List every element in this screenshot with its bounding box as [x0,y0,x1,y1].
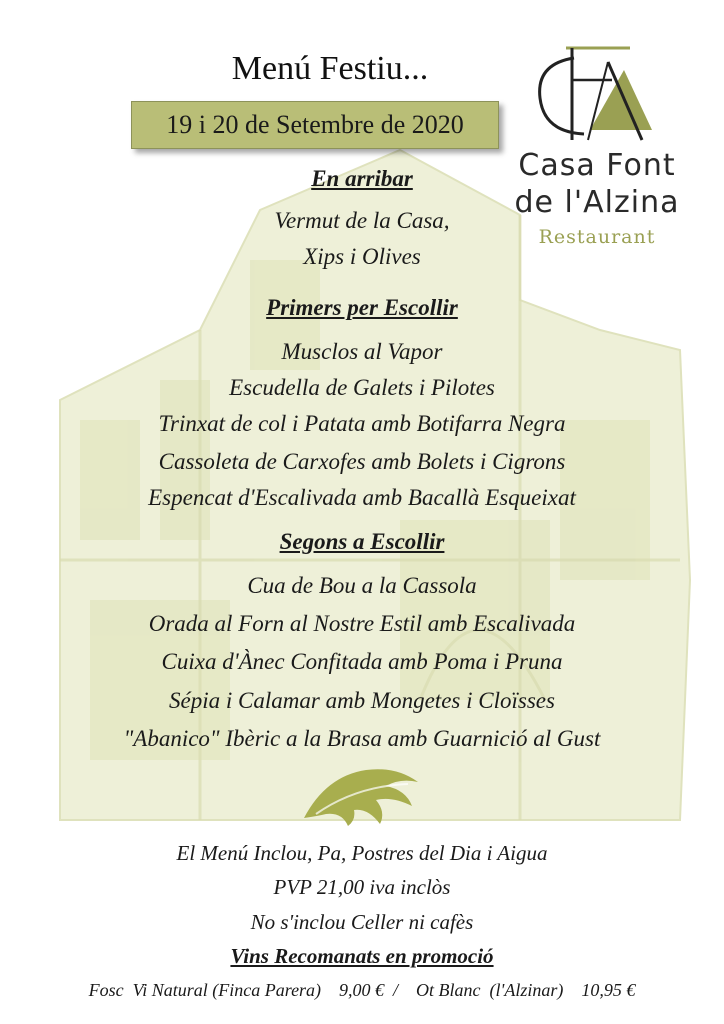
leaf-ornament-icon [296,756,426,828]
main-item: Orada al Forn al Nostre Estil amb Escalivada [148,611,576,636]
menu-title: Menú Festiu... [231,50,429,87]
logo-name-line2: de l'Alzina [514,185,680,220]
arrival-item: Vermut de la Casa, [274,208,450,233]
main-item: Sépia i Calamar amb Mongetes i Cloïsses [169,688,555,713]
starter-item: Trinxat de col i Patata amb Botifarra Negra [158,411,566,436]
event-date-text: 19 i 20 de Setembre de 2020 [166,110,464,139]
logo-name-line1: Casa Font [518,148,676,183]
starter-item: Musclos al Vapor [281,339,443,364]
menu-excludes-text: No s'inclou Celler ni cafès [250,910,474,934]
main-item: Cua de Bou a la Cassola [247,573,477,598]
starter-item: Cassoleta de Carxofes amb Bolets i Cigrons [158,449,566,474]
wines-promotion-text: Fosc Vi Natural (Finca Parera) 9,00 € / Ot Blanc (l'Alzinar) 10,95 € [88,980,636,1000]
wines-heading: Vins Recomanats en promoció [230,944,494,968]
starter-item: Espencat d'Escalivada amb Bacallà Esqueixat [148,485,576,510]
menu-includes-text: El Menú Inclou, Pa, Postres del Dia i Aigua [176,841,548,865]
starters-heading: Primers per Escollir [266,295,458,320]
cfa-monogram-icon [512,44,682,154]
event-date-banner [131,101,499,149]
mains-heading: Segons a Escollir [279,529,445,554]
logo-subtitle: Restaurant [538,226,656,248]
arrival-item: Xips i Olives [303,244,421,269]
arrival-heading: En arribar [311,166,413,191]
starter-item: Escudella de Galets i Pilotes [229,375,495,400]
main-item: "Abanico" Ibèric a la Brasa amb Guarnició al Gust [123,726,601,751]
price-text: PVP 21,00 iva inclòs [273,875,451,899]
main-item: Cuixa d'Ànec Confitada amb Poma i Pruna [161,649,563,674]
